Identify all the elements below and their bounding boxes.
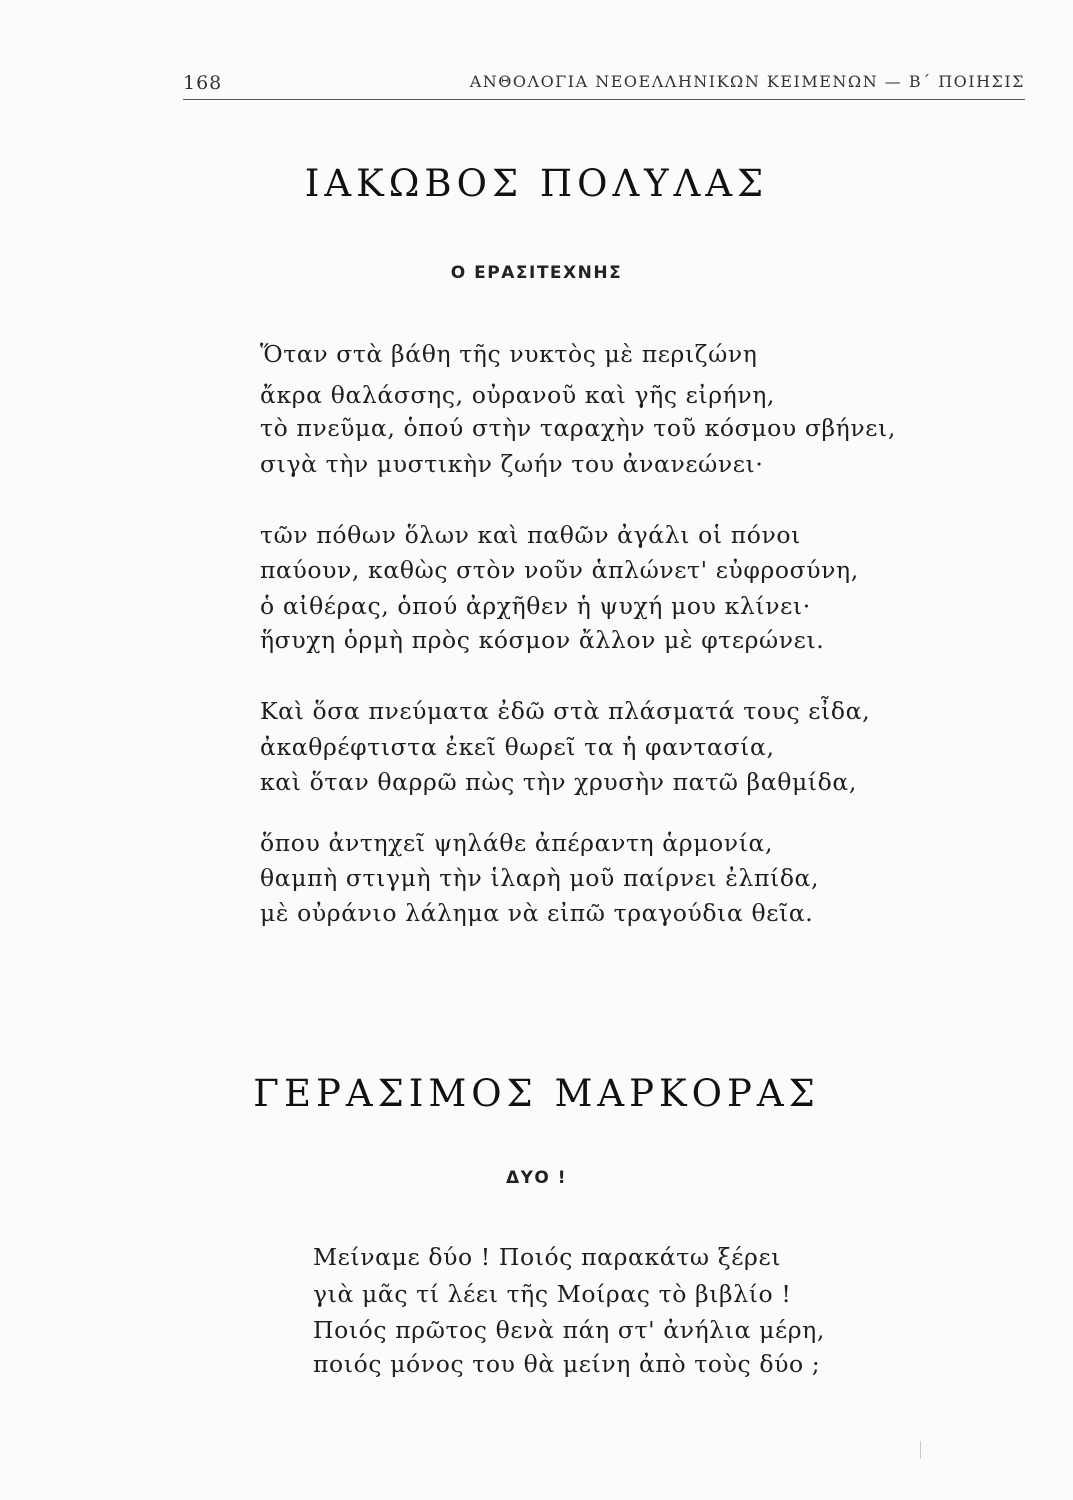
poem-title: ΔΥΟ ! [505,1168,568,1188]
verse-line: ἀκαθρέφτιστα ἐκεῖ θωρεῖ τα ἡ φαντασία, [260,733,775,761]
verse-line: τῶν πόθων ὅλων καὶ παθῶν ἀγάλι οἱ πόνοι [260,521,801,549]
verse-line: τὸ πνεῦμα, ὁπού στὴν ταραχὴν τοῦ κόσμου σβήνει, [260,414,896,442]
verse-line: Ὅταν στὰ βάθη τῆς νυκτὸς μὲ περιζώνη [260,340,758,368]
verse-line: ὁ αἰθέρας, ὁπού ἀρχῆθεν ἡ ψυχή μου κλίνει· [260,592,811,620]
verse-line: καὶ ὅταν θαρρῶ πὼς τὴν χρυσὴν πατῶ βαθμίδα, [260,768,857,796]
verse-line: ποιός μόνος του θὰ μείνη ἀπὸ τοὺς δύο ; [313,1350,821,1378]
verse-line: θαμπὴ στιγμὴ τὴν ἱλαρὴ μοῦ παίρνει ἐλπίδα, [260,864,820,892]
running-title: ΑΝΘΟΛΟΓΙΑ ΝΕΟΕΛΛΗΝΙΚΩΝ ΚΕΙΜΕΝΩΝ — Β΄ ΠΟΙΗΣΙΣ [469,72,1025,91]
header-rule [183,99,1025,100]
verse-line: μὲ οὐράνιο λάλημα νὰ εἰπῶ τραγούδια θεῖα. [260,899,814,927]
poem-title: Ο ΕΡΑΣΙΤΕΧΝΗΣ [450,263,623,283]
page-header [183,72,1025,100]
author-heading: ΓΕΡΑΣΙΜΟΣ ΜΑΡΚΟΡΑΣ [253,1072,820,1115]
verse-line: ἥσυχη ὁρμὴ πρὸς κόσμον ἄλλον μὲ φτερώνει. [260,626,825,654]
verse-line: Ποιός πρῶτος θενὰ πάη στ' ἀνήλια μέρη, [313,1316,825,1344]
page-number: 168 [183,72,223,94]
verse-line: γιὰ μᾶς τί λέει τῆς Μοίρας τὸ βιβλίο ! [313,1280,792,1308]
verse-line: Καὶ ὅσα πνεύματα ἐδῶ στὰ πλάσματά τους εἶδα, [260,697,871,725]
bleed-through-mark [920,1441,923,1459]
verse-line: σιγὰ τὴν μυστικὴν ζωήν του ἀνανεώνει· [260,450,764,478]
verse-line: ὅπου ἀντηχεῖ ψηλάθε ἀπέραντη ἁρμονία, [260,829,774,857]
verse-line: ἄκρα θαλάσσης, οὐρανοῦ καὶ γῆς εἰρήνη, [260,381,775,409]
verse-line: Μείναμε δύο ! Ποιός παρακάτω ξέρει [313,1243,782,1271]
author-heading: ΙΑΚΩΒΟΣ ΠΟΛΥΛΑΣ [304,162,769,205]
verse-line: παύουν, καθὼς στὸν νοῦν ἁπλώνετ' εὐφροσύνη, [260,556,859,584]
